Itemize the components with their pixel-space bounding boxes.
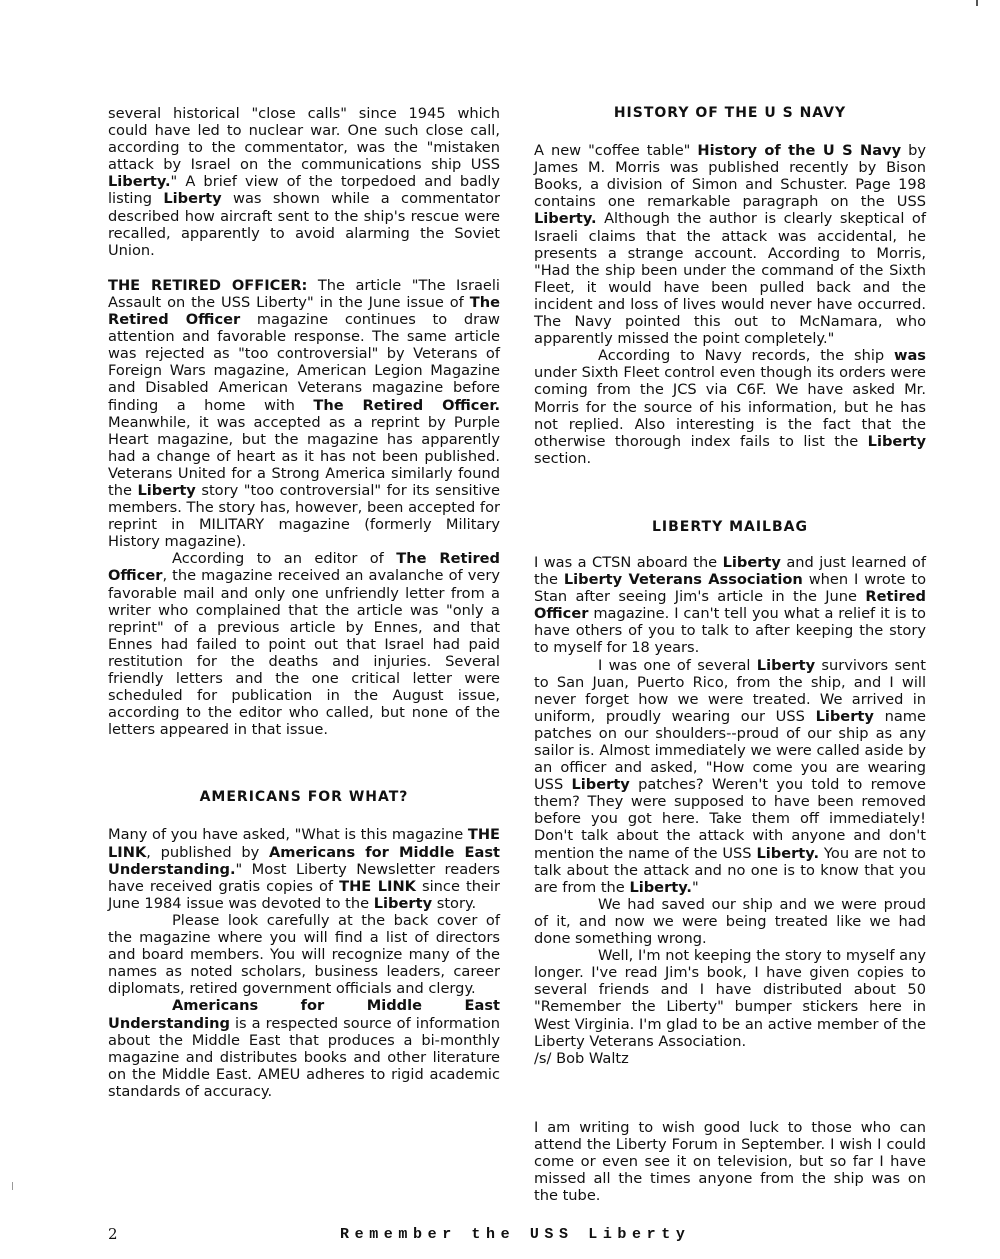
letter-paragraph: [534, 896, 926, 947]
bold-text: Liberty: [722, 553, 781, 571]
text-run: Well, I'm not keeping the story to myself any longer. I've read Jim's book, I have given copies to several friends and I have distributed about 50 "Remember the Liberty" bumper stickers here in West Virginia. I'm glad to be an active member of the Liberty Veterans Association.: [534, 947, 926, 1050]
bold-text: Liberty: [571, 776, 630, 794]
bold-text: Liberty: [373, 894, 433, 912]
letter-paragraph: [534, 1119, 926, 1204]
bold-text: The Retired Officer.: [313, 396, 501, 414]
bold-text: Liberty: [867, 432, 926, 450]
text-run: , published by: [146, 843, 269, 861]
text-run: The article "The Israeli Assault on the USS Liberty" in the June issue of: [108, 276, 500, 311]
bold-text: THE RETIRED OFFICER:: [108, 276, 308, 294]
bold-text: Americans for Middle East Understanding.: [108, 843, 500, 878]
bold-text: Liberty: [815, 707, 874, 725]
bold-text: Liberty: [756, 656, 816, 674]
bold-text: Liberty.: [108, 173, 171, 191]
text-run: You are not to talk about the attack and no one is to know that you are from the: [534, 844, 926, 896]
paragraph-retired-officer: [108, 277, 500, 551]
left-column: [108, 105, 500, 1100]
scan-mark: [12, 1182, 13, 1190]
text-run: when I wrote to Stan after seeing Jim's article in the June: [534, 571, 926, 606]
letter-paragraph: [534, 657, 926, 896]
letter-paragraph: [534, 947, 926, 1050]
text-run: Please look carefully at the back cover of the magazine where you will find a list of directors and board members. You will recognize many of the names as noted scholars, business leaders, career diplomats, retired government officials and clergy.: [108, 911, 500, 998]
text-run: by James M. Morris was published recently by Bison Books, a division of Simon and Schuster. Page 198 contains one remarkable paragraph on the USS: [534, 142, 926, 211]
text-run: I am writing to wish good luck to those who can attend the Liberty Forum in September. I wish I could come or even see it on television, but so far I have missed all the times anyone from the ship was on the tube.: [534, 1118, 926, 1205]
text-run: and just learned of the: [534, 553, 926, 589]
bold-text: History of the U S Navy: [697, 142, 902, 160]
bold-text: Liberty.: [534, 210, 597, 228]
paragraph: [108, 550, 500, 738]
right-column: [534, 105, 926, 1204]
text-run: Many of you have asked, "What is this magazine: [108, 826, 468, 844]
text-run: Meanwhile, it was accepted as a reprint by Purple Heart magazine, but the magazine has apparently had a change of heart as it has not been published. Veterans United for a Strong America similarly found the: [108, 413, 500, 499]
section-heading: HISTORY OF THE U S NAVY: [613, 105, 847, 121]
paragraph: [108, 997, 500, 1100]
text-run: name patches on our shoulders--proud of our ship as any sailor is. Almost immediately we were called aside by an officer and asked, "How come you are wearing USS: [534, 707, 926, 794]
text-run: under Sixth Fleet control even though its orders were coming from the JCS via C6F. We have asked Mr. Morris for the source of his information, but he has not replied. Also interesting is the fact that the otherwise thorough index fails to list the: [534, 364, 926, 450]
text-run: magazine. I can't tell you what a relief it is to have others of you to talk to after keeping the story to myself for 18 years.: [534, 605, 926, 657]
letter-paragraph: [534, 554, 926, 657]
text-run: magazine continues to draw attention and favorable response. The same article was rejected as "too controversial" by Veterans of Foreign Wars magazine, American Legion Magazine and Disabled American Veterans magazine before finding a home with: [108, 311, 500, 414]
section-heading: AMERICANS FOR WHAT?: [199, 789, 409, 806]
text-run: According to an editor of: [172, 550, 397, 568]
text-run: " Most Liberty Newsletter readers have received gratis copies of: [108, 860, 500, 895]
text-run: several historical "close calls" since 1945 which could have led to nuclear war. One such close call, according to the commentator, was the "mistaken attack by Israel on the communications ship USS: [108, 105, 500, 174]
bold-text: Americans for Middle East Understanding: [108, 997, 500, 1032]
bold-text: THE LINK: [339, 877, 416, 895]
text-run: We had saved our ship and we were proud of it, and now we were being treated like we had done something wrong.: [534, 895, 926, 948]
text-run: was shown while a commentator described how aircraft sent to the ship's rescue were recalled, apparently to avoid alarming the Soviet Union.: [108, 190, 500, 259]
signature: /s/ Bob Waltz: [534, 1049, 629, 1067]
paragraph: [108, 912, 500, 997]
text-run: , the magazine received an avalanche of very favorable mail and only one unfriendly letter from a writer who complained that the article was "only a reprint" of a previous article by Ennes, and that Ennes had failed to point out that Israel had paid restitution for the deaths and injuries. Several friendly letters and the one critical letter were scheduled for publication in the August issue, according to the editor who called, but none of the letters appeared in that issue.: [108, 567, 500, 739]
paragraph: [108, 826, 500, 911]
text-run: A new "coffee table": [534, 142, 698, 160]
text-run: Although the author is clearly skeptical of Israeli claims that the attack was accidental, he presents a strange account. According to Morris, "Had the ship been under the command of the Sixth Fleet, it would have been pulled back and the incident and loss of lives would never have occurred. The Navy pointed this out to McNamara, who apparently missed the point completely.": [534, 210, 926, 348]
footer-title: Remember the USS Liberty: [340, 1226, 691, 1243]
bold-text: Liberty Veterans Association: [563, 571, 803, 589]
bold-text: Liberty: [163, 190, 222, 208]
scan-mark: [976, 0, 978, 6]
bold-text: The Retired Officer: [108, 550, 500, 585]
section-heading: LIBERTY MAILBAG: [652, 518, 808, 535]
bold-text: Liberty: [137, 481, 196, 499]
bold-text: Retired Officer: [534, 588, 926, 623]
paragraph: [108, 105, 500, 259]
text-run: patches? Weren't you told to remove them? They were supposed to have been removed before you got here. Take them off immediately! Don't talk about the attack with anyone and don't mention the name of the USS: [534, 776, 926, 862]
text-run: story.: [432, 894, 477, 912]
bold-text: was: [893, 347, 926, 365]
text-run: is a respected source of information about the Middle East that produces a bi-monthly magazine and distributes books and other literature on the Middle East. AMEU adheres to rigid academic standards of accuracy.: [108, 1014, 500, 1100]
bold-text: THE LINK: [108, 826, 501, 861]
bold-text: Liberty.: [629, 878, 692, 896]
text-run: survivors sent to San Juan, Puerto Rico, from the ship, and I will never forget how we were treated. We arrived in uniform, proudly wearing our USS: [534, 656, 926, 725]
paragraph: [534, 142, 926, 347]
text-run: section.: [534, 449, 592, 467]
text-run: " A brief view of the torpedoed and badly listing: [108, 173, 500, 208]
text-run: I was one of several: [598, 656, 757, 674]
text-run: story "too controversial" for its sensitive members. The story has, however, been accepted for reprint in MILITARY magazine (formerly Military History magazine).: [108, 481, 501, 551]
paragraph: [534, 347, 926, 467]
bold-text: Liberty.: [756, 844, 820, 862]
page-number: 2: [108, 1225, 118, 1243]
text-run: ": [691, 878, 699, 896]
bold-text: The Retired Officer: [108, 293, 500, 329]
text-run: I was a CTSN aboard the: [534, 553, 723, 571]
text-run: According to Navy records, the ship: [598, 347, 894, 365]
text-run: since their June 1984 issue was devoted to the: [108, 877, 500, 912]
